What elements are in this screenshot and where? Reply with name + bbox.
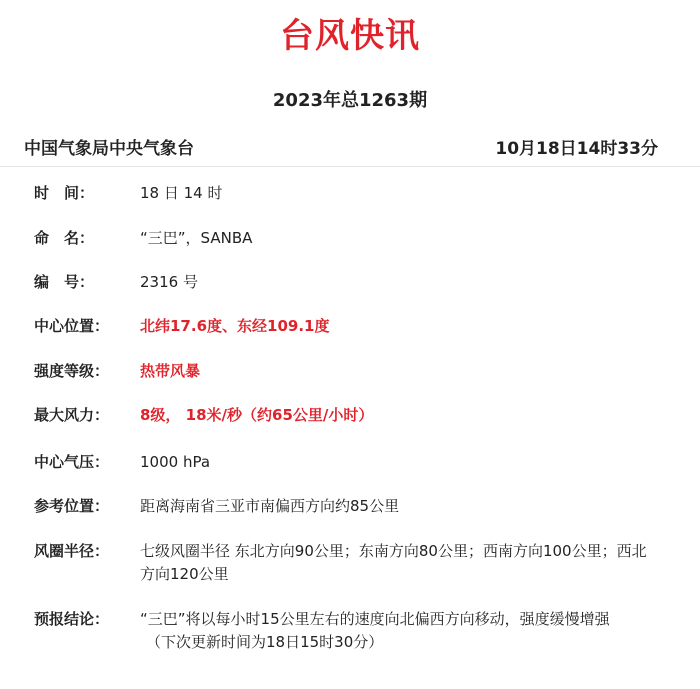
issuer-name: 中国气象局中央气象台 xyxy=(24,139,194,159)
field-label: 最大风力： xyxy=(34,406,110,424)
field-value: 18 日 14 时 xyxy=(140,184,223,202)
header-bar xyxy=(0,126,700,167)
page-title: 台风快讯 xyxy=(280,16,420,56)
field-label: 命 名： xyxy=(34,229,95,247)
field-value: 北纬17.6度、东经109.1度 xyxy=(140,317,330,335)
field-label: 参考位置： xyxy=(34,497,110,515)
forecast-text: “三巴”将以每小时15公里左右的速度向北偏西方向移动，强度缓慢增强 xyxy=(140,610,610,628)
field-value: 热带风暴 xyxy=(140,362,201,380)
field-value: 距离海南省三亚市南偏西方向约85公里 xyxy=(140,497,400,515)
field-label: 预报结论： xyxy=(34,610,110,628)
field-value: 8级， 18米/秒（约65公里/小时） xyxy=(140,406,374,424)
field-label: 强度等级： xyxy=(34,362,110,380)
field-value: 1000 hPa xyxy=(140,453,211,471)
field-label: 中心气压： xyxy=(34,453,110,471)
field-value xyxy=(140,608,660,654)
field-label: 时 间： xyxy=(34,184,95,202)
field-value: “三巴”，SANBA xyxy=(140,229,253,247)
issue-time: 10月18日14时33分 xyxy=(495,139,658,159)
next-update-note: （下次更新时间为18日15时30分） xyxy=(146,633,384,651)
field-value: 七级风圈半径 东北方向90公里；东南方向80公里；西南方向100公里；西北方向120公里 xyxy=(140,542,647,583)
field-label: 风圈半径： xyxy=(34,542,110,560)
field-label: 编 号： xyxy=(34,273,95,291)
field-value: 2316 号 xyxy=(140,273,198,291)
issue-number: 2023年总1263期 xyxy=(272,90,428,111)
field-label: 中心位置： xyxy=(34,317,110,335)
